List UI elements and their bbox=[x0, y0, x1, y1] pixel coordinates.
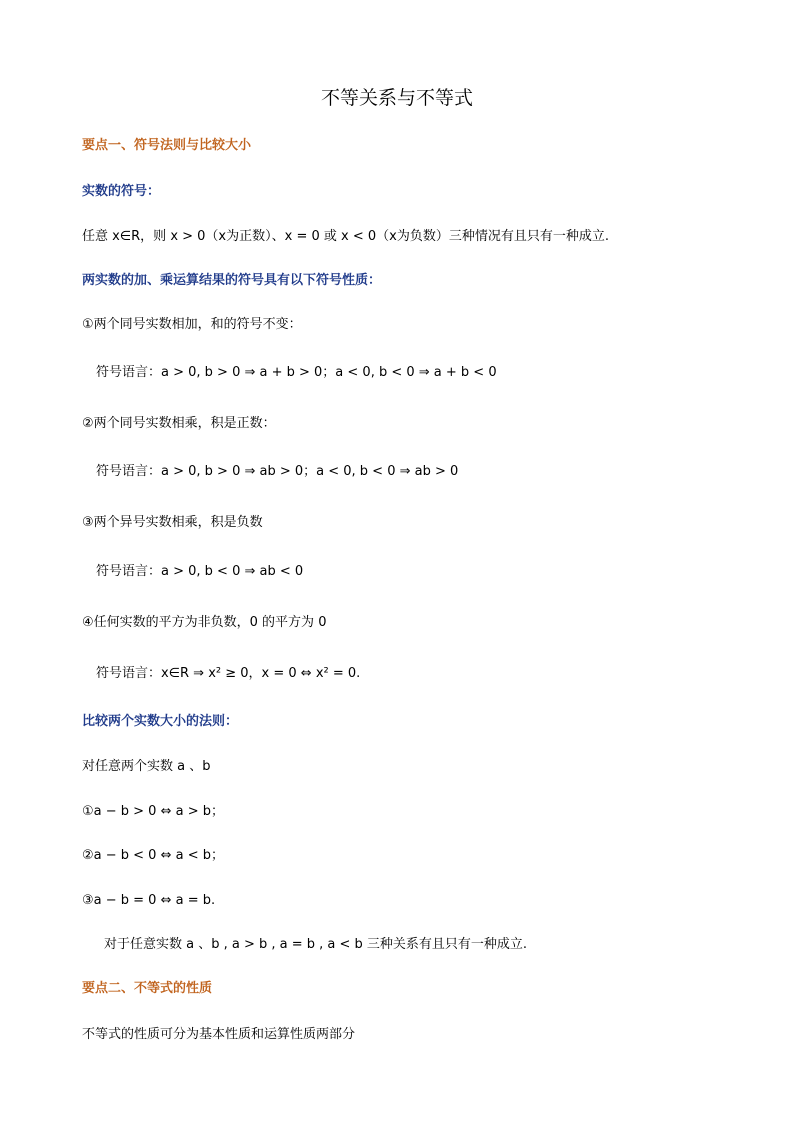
page-title: 不等关系与不等式 bbox=[320, 87, 473, 109]
compare-rule-1: ①a − b > 0 ⇔ a > b； bbox=[82, 804, 224, 819]
rule-3: ③两个异号实数相乘，积是负数 bbox=[82, 515, 263, 530]
rule-3-symbolic: 符号语言：a > 0, b < 0 ⇒ ab < 0 bbox=[96, 564, 304, 579]
rule-4: ④任何实数的平方为非负数，0 的平方为 0 bbox=[82, 615, 327, 630]
section-heading-2: 要点二、不等式的性质 bbox=[82, 981, 213, 996]
subheading-real-sign: 实数的符号： bbox=[82, 184, 161, 199]
subheading-sign-properties: 两实数的加、乘运算结果的符号具有以下符号性质： bbox=[82, 273, 382, 288]
rule-2-symbolic: 符号语言：a > 0, b > 0 ⇒ ab > 0；a < 0, b < 0 ⇒ ab > 0 bbox=[96, 464, 459, 479]
section-2-intro: 不等式的性质可分为基本性质和运算性质两部分 bbox=[82, 1027, 356, 1042]
rule-1-symbolic: 符号语言：a > 0, b > 0 ⇒ a + b > 0；a < 0, b < 0 ⇒ a + b < 0 bbox=[96, 365, 497, 380]
sign-definition: 任意 x∈R，则 x > 0（x为正数）、x = 0 或 x < 0（x为负数）三种情况有且只有一种成立. bbox=[82, 229, 609, 244]
compare-conclusion: 对于任意实数 a 、b , a > b , a = b , a < b 三种关系有且只有一种成立. bbox=[104, 937, 528, 952]
compare-rule-3: ③a − b = 0 ⇔ a = b. bbox=[82, 893, 216, 908]
section-heading-1: 要点一、符号法则与比较大小 bbox=[82, 138, 252, 153]
rule-4-symbolic: 符号语言：x∈R ⇒ x² ≥ 0，x = 0 ⇔ x² = 0. bbox=[96, 666, 361, 681]
rule-2: ②两个同号实数相乘，积是正数： bbox=[82, 416, 276, 431]
subheading-compare-rule: 比较两个实数大小的法则： bbox=[82, 714, 239, 729]
compare-rule-2: ②a − b < 0 ⇔ a < b； bbox=[82, 848, 224, 863]
compare-intro: 对任意两个实数 a 、b bbox=[82, 759, 211, 774]
rule-1: ①两个同号实数相加，和的符号不变： bbox=[82, 317, 302, 332]
